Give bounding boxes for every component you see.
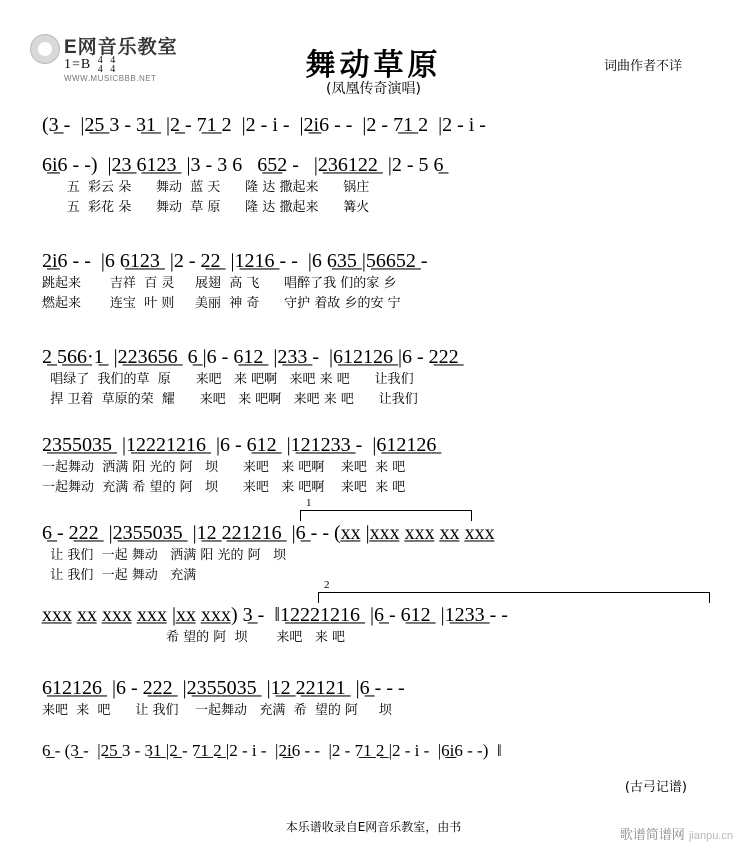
lyric-row-verse1: 五 彩云 朵 舞动 蓝 天 隆 达 撒起来 锅庄 <box>42 180 370 195</box>
lyric-row-verse2: 让 我们 一起 舞动 充满 <box>42 568 197 583</box>
lyric-row-verse1: 让 我们 一起 舞动 洒满 阳 光的 阿 坝 <box>42 548 286 563</box>
notes-row: 2̲i̲6 - - |6 6̲1̲2̲3̲ |2 - 2̲2̲ |1̲2̲1̲6̲ - - |6 6̲3̲5̲ |5̲6̲6̲5̲2̲ - <box>42 250 428 272</box>
notes-row: 6̲ - (3̲ - |2̲5̲ 3 - 3̲1̲ |2̲ - 7̲1̲ 2̲ |2 - i - |2̲i̲6 - - |2 - 7̲1̲ 2̲ |2 - i - |6̲i̲6 - -) ‖ <box>42 741 502 760</box>
score-line-3 <box>42 248 710 314</box>
score-line-8 <box>42 675 710 721</box>
logo-brand: E网音乐教室 <box>64 37 178 58</box>
lyric-row-verse2: 捍 卫着 草原的荣 耀 来吧 来 吧啊 来吧 来 吧 让我们 <box>42 392 418 407</box>
score-line-5 <box>42 432 710 498</box>
score-line-4 <box>42 344 710 410</box>
logo-url: WWW.MUSICBBB.NET <box>64 74 157 83</box>
page-title: 舞动草原 <box>305 48 442 83</box>
key-signature-text: 1=B <box>64 57 92 73</box>
score-line-1 <box>42 112 710 138</box>
ending-bracket-1 <box>300 497 472 521</box>
score-line-7 <box>42 579 710 648</box>
notes-row: (3̲ - |2̲5̲ 3 - 3̲1̲ |2̲ - 7̲1̲ 2 |2 - i - |2̲i̲6 - - |2 - 7̲1̲ 2 |2 - i - <box>42 114 486 136</box>
lyric-row-verse1: 跳起来 吉祥 百 灵 展翅 高 飞 唱醉了我 们的家 乡 <box>42 276 397 291</box>
author-credit: 词曲作者不详 <box>603 59 682 74</box>
notation-credit: (古弓记谱) <box>624 780 687 795</box>
lyric-row-verse1: 一起舞动 洒满 阳 光的 阿 坝 来吧 来 吧啊 来吧 来 吧 <box>42 460 406 475</box>
score-line-6 <box>42 497 710 586</box>
meter-1-top: 4 <box>97 55 104 66</box>
lyric-row-verse2: 五 彩花 朵 舞动 草 原 隆 达 撒起来 篝火 <box>42 200 370 215</box>
notes-row: 2̲3̲5̲5̲0̲3̲5̲ |1̲2̲2̲2̲1̲2̲1̲6̲ |6 - 6̲1̲2̲ |1̲2̲1̲2̲3̲3̲ - |6̲1̲2̲1̲2̲6̲ <box>42 434 437 456</box>
notes-row: 6̲1̲2̲1̲2̲6̲ |6 - 2̲2̲2̲ |2̲3̲5̲5̲0̲3̲5̲ |1̲2̲ 2̲2̲1̲2̲1̲ |6̲ - - - <box>42 677 405 699</box>
ending-bracket-2 <box>318 579 710 603</box>
meter-2-bottom: 4 <box>110 64 117 75</box>
notes-row: 6̲i̲6 - -) |2̲3̲ 6̲1̲2̲3̲ |3 - 3 6 6̲5̲2 - |2̲3̲6̲1̲2̲2̲ |2 - 5 6̲ <box>42 154 444 176</box>
lyric-row-verse1: 唱绿了 我们的草 原 来吧 来 吧啊 来吧 来 吧 让我们 <box>42 372 414 387</box>
ending-label-1: 1 <box>306 497 312 509</box>
watermark-en: jianpu.cn <box>688 830 733 842</box>
lyric-row-verse1: 来吧 来 吧 让 我们 一起舞动 充满 希 望的 阿 坝 <box>42 703 392 718</box>
notes-row: 2̲ 5̲6̲6̲·1̲ |2̲2̲3̲6̲5̲6̲ 6̲ |6 - 6̲1̲2̲ |2̲3̲3̲ - |6̲1̲2̲1̲2̲6̲ |6 - 2̲2̲2̲ <box>42 346 459 368</box>
score-line-2 <box>42 152 710 218</box>
page-subtitle: (凤凰传奇演唱) <box>326 81 421 97</box>
watermark-cn: 歌谱简谱网 <box>619 828 685 843</box>
lyric-row-verse2: 燃起来 连宝 叶 则 美丽 神 奇 守护 着故 乡的安 宁 <box>42 296 401 311</box>
notes-row: 6̲ - 2̲2̲2̲ |2̲3̲5̲5̲0̲3̲5̲ |1̲2̲ 2̲2̲1̲2̲1̲6̲ |6̲ - - (x̲x̲ |x̲x̲x̲ x̲x̲x̲ x̲x̲ x̲x̲x̲ <box>42 522 495 544</box>
page-footer: 本乐谱收录自E网音乐教室，由书 <box>285 820 462 834</box>
lyric-row-verse2: 一起舞动 充满 希 望的 阿 坝 来吧 来 吧啊 来吧 来 吧 <box>42 480 406 495</box>
site-watermark <box>620 824 733 843</box>
ending-label-2: 2 <box>324 579 330 591</box>
meter-2-top: 4 <box>110 55 117 66</box>
meter-1-bottom: 4 <box>97 64 104 75</box>
score-line-9 <box>42 738 710 764</box>
lyric-row-verse1: 希 望的 阿 坝 来吧 来 吧 <box>42 630 345 645</box>
notes-row: x̲x̲x̲ x̲x̲ x̲x̲x̲ x̲x̲x̲ |x̲x̲ x̲x̲x̲) 3̲ - ‖1̲2̲2̲2̲1̲2̲1̲6̲ |6̲ - 6̲1̲2̲ |1̲2̲3̲3̲ - - <box>42 604 508 626</box>
